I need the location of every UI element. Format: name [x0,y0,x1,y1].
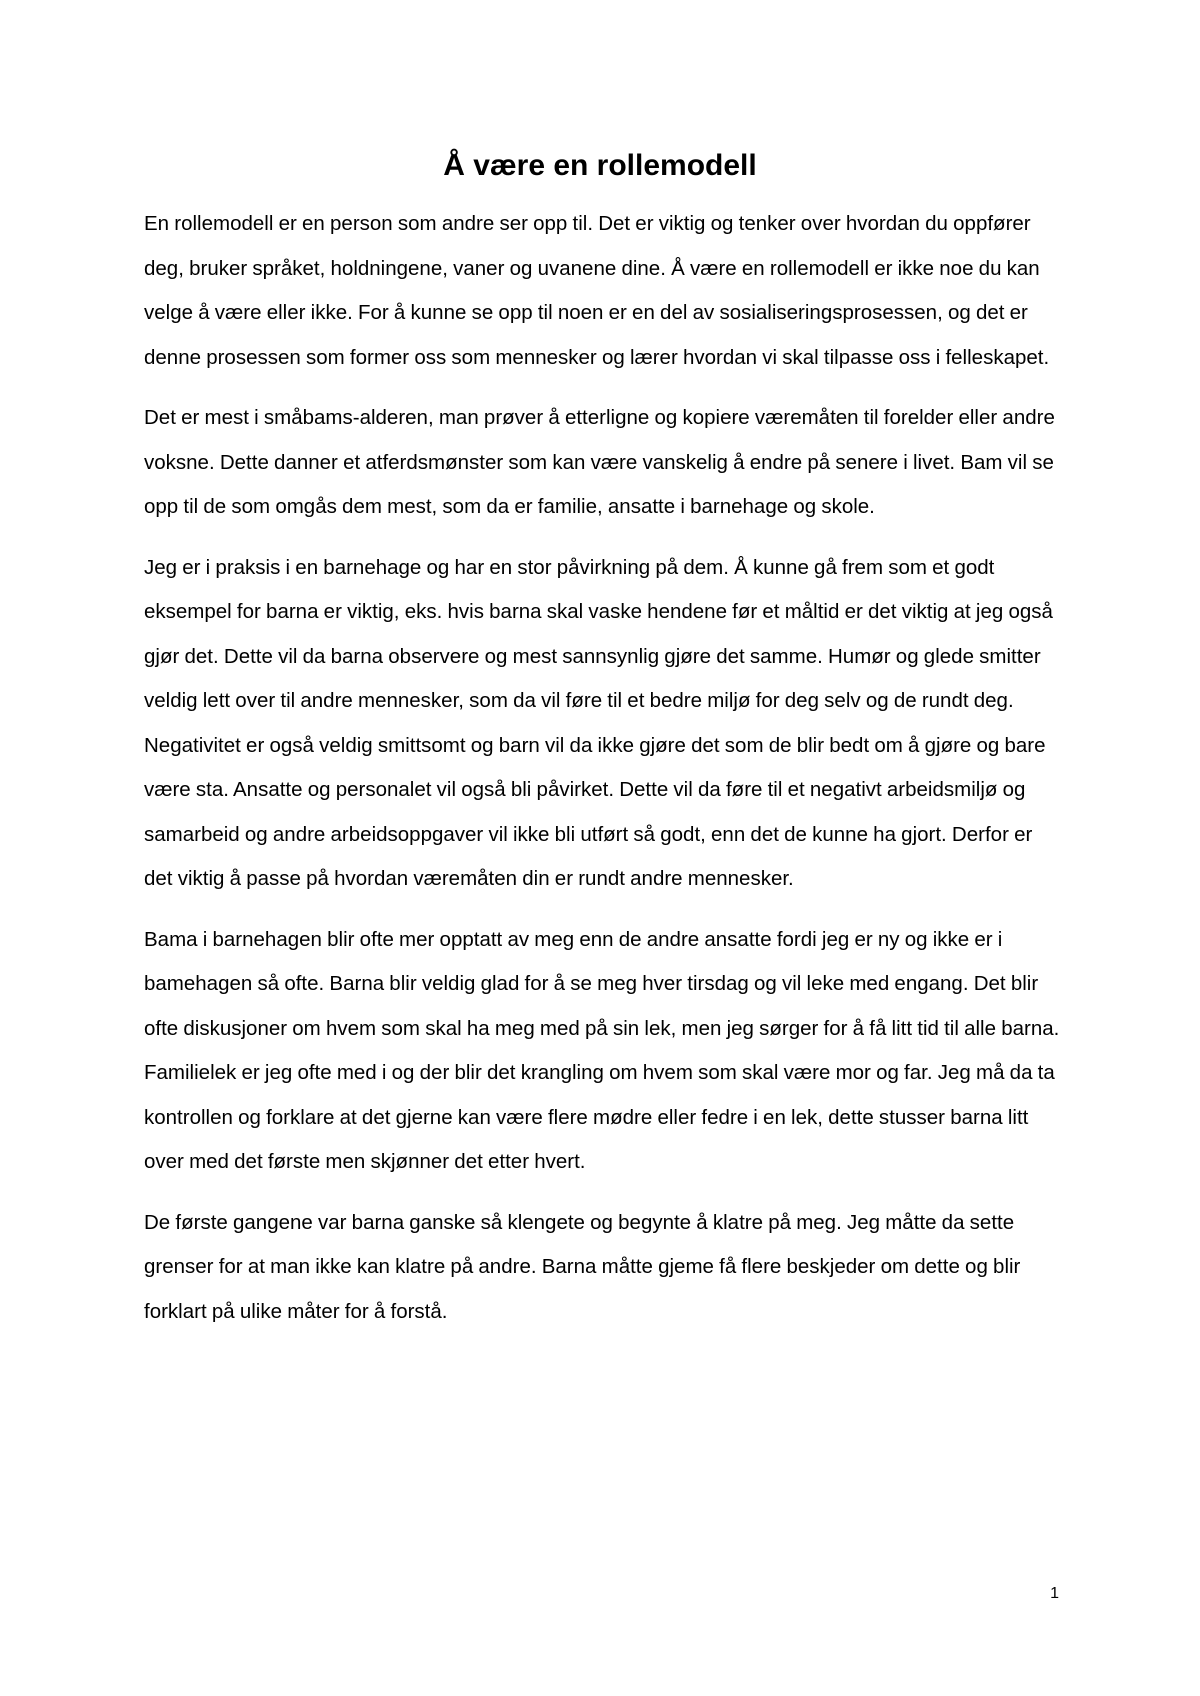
document-body [144,202,1064,1350]
paragraph-2: Det er mest i småbams-alderen, man prøver å etterligne og kopiere væremåten til forelder eller andre voksne. Dette danner et atferdsmønster som kan være vanskelig å endre på senere i livet. Bam vil se opp til de som omgås dem mest, som da er familie, ansatte i barnehage og skole. [144,406,1055,518]
page-number: 1 [1050,1585,1059,1602]
paragraph-4: Bama i barnehagen blir ofte mer opptatt av meg enn de andre ansatte fordi jeg er ny og ikke er i bamehagen så ofte. Barna blir veldig glad for å se meg hver tirsdag og vil leke med engang. Det blir ofte diskusjoner om hvem som skal ha meg med på sin lek, men jeg sørger for å få litt tid til alle barna. Familielek er jeg ofte med i og der blir det krangling om hvem som skal være mor og far. Jeg må da ta kontrollen og forklare at det gjerne kan være flere mødre eller fedre i en lek, dette stusser barna litt over med det første men skjønner det etter hvert. [144,927,1060,1173]
paragraph-3: Jeg er i praksis i en barnehage og har en stor påvirkning på dem. Å kunne gå frem som et godt eksempel for barna er viktig, eks. hvis barna skal vaske hendene før et måltid er det viktig at jeg også gjør det. Dette vil da barna observere og mest sannsynlig gjøre det samme. Humør og glede smitter veldig lett over til andre mennesker, som da vil føre til et bedre miljø for deg selv og de rundt deg. Negativitet er også veldig smittsomt og barn vil da ikke gjøre det som de blir bedt om å gjøre og bare være sta. Ansatte og personalet vil også bli påvirket. Dette vil da føre til et negativt arbeidsmiljø og samarbeid og andre arbeidsoppgaver vil ikke bli utført så godt, enn det de kunne ha gjort. Derfor er det viktig å passe på hvordan væremåten din er rundt andre mennesker. [144,555,1053,890]
paragraph-1: En rollemodell er en person som andre ser opp til. Det er viktig og tenker over hvordan du oppfører deg, bruker språket, holdningene, vaner og uvanene dine. Å være en rollemodell er ikke noe du kan velge å være eller ikke. For å kunne se opp til noen er en del av sosialiseringsprosessen, og det er denne prosessen som former oss som mennesker og lærer hvordan vi skal tilpasse oss i felleskapet. [144,212,1050,369]
document-title: Å være en rollemodell [443,149,757,182]
paragraph-5: De første gangene var barna ganske så klengete og begynte å klatre på meg. Jeg måtte da sette grenser for at man ikke kan klatre på andre. Barna måtte gjeme få flere beskjeder om dette og blir forklart på ulike måter for å forstå. [144,1210,1021,1323]
